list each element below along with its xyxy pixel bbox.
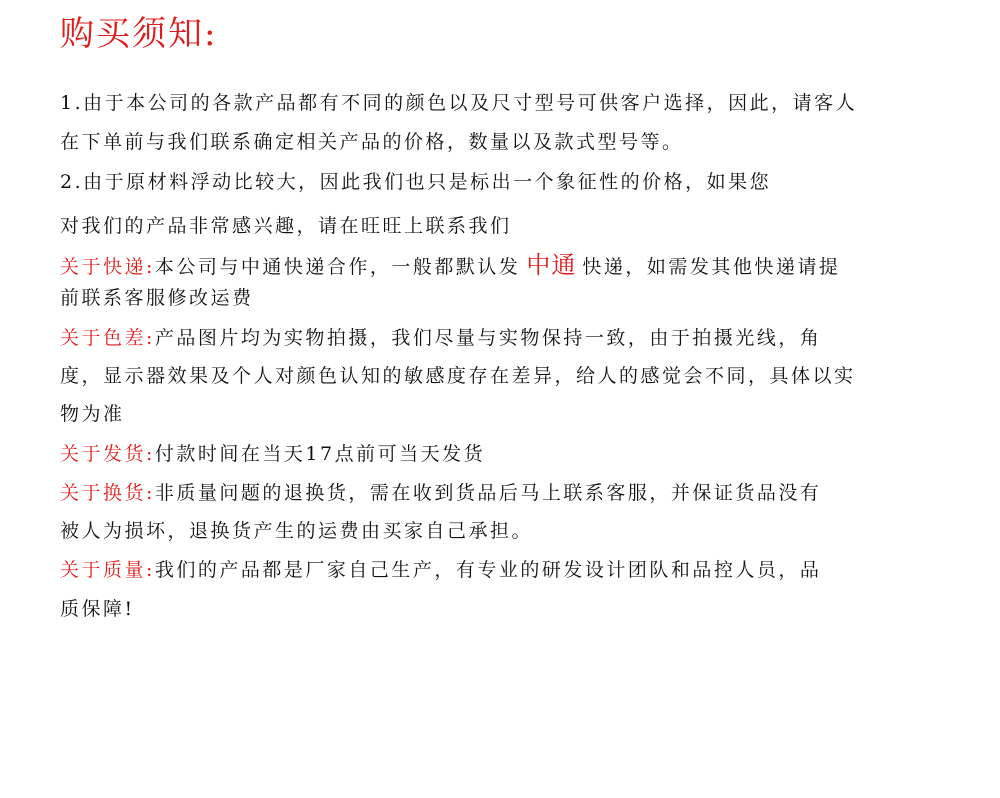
- shipping-line-1: [60, 440, 485, 468]
- express-highlight: 中通: [526, 251, 577, 279]
- exchange-label: 关于换货:: [60, 482, 155, 504]
- exchange-line-2: 被人为损坏，退换货产生的运费由买家自己承担。: [60, 520, 534, 542]
- quality-line-2: 质保障!: [60, 598, 135, 620]
- notice-1-line-1: 1.由于本公司的各款产品都有不同的颜色以及尺寸型号可供客户选择，因此，请客人: [60, 92, 858, 114]
- shipping-label: 关于发货:: [60, 443, 155, 465]
- color-line-2: 度，显示器效果及个人对颜色认知的敏感度存在差异，给人的感觉会不同，具体以实: [60, 365, 856, 387]
- page-title: 购买须知:: [60, 14, 218, 54]
- color-line-1: [60, 324, 821, 352]
- quality-text-1: 我们的产品都是厂家自己生产，有专业的研发设计团队和品控人员，品: [154, 559, 822, 581]
- exchange-line-1: [60, 479, 821, 507]
- notice-1-line-2: 在下单前与我们联系确定相关产品的价格，数量以及款式型号等。: [60, 131, 684, 153]
- exchange-text-1: 非质量问题的退换货，需在收到货品后马上联系客服，并保证货品没有: [154, 482, 822, 504]
- express-text-after: 快递，如需发其他快递请提: [582, 256, 841, 278]
- color-line-3: 物为准: [60, 403, 125, 425]
- shipping-text-1: 付款时间在当天17点前可当天发货: [154, 443, 486, 465]
- color-text-1: 产品图片均为实物拍摄，我们尽量与实物保持一致，由于拍摄光线，角: [154, 327, 822, 349]
- color-label: 关于色差:: [60, 327, 155, 349]
- quality-line-1: [60, 556, 821, 584]
- notice-2-line-2: 对我们的产品非常感兴趣，请在旺旺上联系我们: [60, 215, 512, 237]
- quality-label: 关于质量:: [60, 559, 155, 581]
- express-line-1: [60, 251, 840, 281]
- express-line-2: 前联系客服修改运费: [60, 287, 254, 309]
- express-text-before: 本公司与中通快递合作，一般都默认发: [154, 256, 521, 278]
- express-label: 关于快递:: [60, 256, 155, 278]
- notice-2-line-1: 2.由于原材料浮动比较大，因此我们也只是标出一个象征性的价格，如果您: [60, 171, 772, 193]
